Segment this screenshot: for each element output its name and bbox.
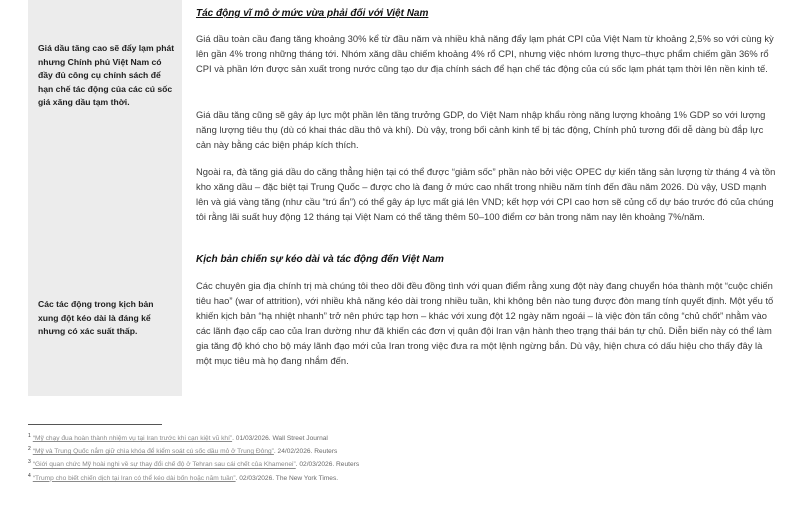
footnote-number: 2: [28, 446, 31, 453]
footnote-source: . 02/03/2026. The New York Times.: [235, 474, 339, 482]
footnote-source: . 01/03/2026. Wall Street Journal: [232, 435, 328, 443]
paragraph-gdp-pressure: Giá dầu tăng cũng sẽ gây áp lực một phần lên tăng trưởng GDP, do Việt Nam nhập khẩu ròng năng lượng khoảng 1% GDP so với lượng năng lượng tiêu thụ (dù có khai thác dầu thô và khí). Dù vậy, trong bối cảnh kinh tế bị tác động, Chính phủ tương đối dễ dàng bù đắp lực cản này bằng các biện pháp kích thích.: [196, 109, 766, 150]
footnote-link[interactable]: “Mỹ và Trung Quốc nắm giữ chìa khóa để kiểm soát cú sốc dầu mỏ ở Trung Đông”: [32, 448, 274, 456]
footnote-link[interactable]: “Trump cho biết chiến dịch tại Iran có thể kéo dài bốn hoặc năm tuần”: [32, 474, 236, 482]
paragraph-opec-interest-rates: Ngoài ra, đà tăng giá dầu do căng thẳng hiện tại có thể được “giảm sốc” phần nào bởi việc OPEC dự kiến tăng sản lượng từ tháng 4 và tồn kho xăng dầu – đặc biệt tại Trung Quốc – được cho là đang ở mức cao nhất trong nhiều năm tính đến đầu năm 2026. Dù vậy, USD mạnh lên và giá vàng tăng (như cầu “trú ẩn”) có thể gây áp lực mất giá lên VND; kết hợp với CPI cao hơn sẽ củng cố dự báo trước đó của chúng tôi rằng lãi suất huy động 12 tháng tại Việt Nam có thể tăng thêm 50–100 điểm cơ bản trong năm nay lên khoảng 7%/năm.: [196, 166, 776, 222]
footnote-link[interactable]: “Giới quan chức Mỹ hoài nghi về sự thay đổi chế độ ở Tehran sau cái chết của Khamenei”: [32, 461, 296, 469]
footnote-source: . 24/02/2026. Reuters: [273, 448, 338, 456]
footnote-number: 1: [28, 433, 31, 439]
paragraph-oil-price-cpi: Giá dầu toàn cầu đang tăng khoảng 30% kể từ đầu năm và nhiều khả năng đẩy lạm phát CPI của Việt Nam từ khoảng 2,5% so với cùng kỳ lên gần 4% trong những tháng tới. Nhóm xăng dầu chiếm khoảng 4% rổ CPI, nhưng việc nhóm lương thực–thực phẩm chiếm gần 36% rổ CPI và phần lớn được sản xuất trong nước cũng tạo dư địa chính sách để hạn chế tác động của cú sốc lạm phát tạm thời lên nền kinh tế.: [196, 33, 774, 74]
paragraph-war-of-attrition: Các chuyên gia địa chính trị mà chúng tôi theo dõi đều đồng tình với quan điểm rằng xung đột này đang chuyển hóa thành một “cuộc chiến tiêu hao” (war of attrition), với nhiều khả năng kéo dài trong nhiều tuần, khi không bên nào tung được đòn mang tính quyết định. Một yếu tố khiến kịch bản “hạ nhiệt nhanh” trở nên phức tạp hơn – khác với xung đột 12 ngày năm ngoái – là việc đòn tấn công “chủ chốt” nhằm vào các lãnh đạo cấp cao của Iran dường như đã khiến các đơn vị quân đội Iran vận hành theo trạng thái bán tự chủ. Diễn biến này có thể làm gia tăng độ khó cho bộ máy lãnh đạo mới của Iran trong việc đưa ra một lệnh ngừng bắn. Dù vậy, hiện chưa có dấu hiệu cho thấy đây là một mục tiêu mà họ đang nhắm đến.: [196, 280, 774, 366]
sidebar-callout-prolonged-conflict: Các tác động trong kịch bản xung đột kéo dài là đáng kể nhưng có xác suất thấp.: [38, 299, 154, 337]
footnote-item: [28, 431, 628, 444]
footnote-number: 4: [28, 472, 31, 479]
footnote-item: [28, 457, 628, 470]
section-heading-prolonged-war: Kịch bản chiến sự kéo dài và tác động đến Việt Nam: [196, 254, 444, 265]
sidebar-panel: [28, 0, 182, 396]
footnote-item: [28, 444, 628, 457]
footnote-divider: [28, 424, 162, 425]
section-heading-macro-impact: Tác động vĩ mô ở mức vừa phải đối với Việt Nam: [196, 8, 429, 19]
footnotes: [28, 431, 628, 484]
footnote-number: 3: [28, 459, 31, 466]
sidebar-callout-inflation: Giá dầu tăng cao sẽ đẩy lạm phát nhưng Chính phủ Việt Nam có đầy đủ công cụ chính sách để hạn chế tác động của các cú sốc giá xăng dầu tạm thời.: [38, 43, 175, 108]
footnote-item: [28, 471, 628, 484]
footnote-link[interactable]: “Mỹ chạy đua hoàn thành nhiệm vụ tại Iran trước khi cạn kiệt vũ khí”: [32, 435, 233, 443]
footnote-source: . 02/03/2026. Reuters: [295, 461, 360, 469]
